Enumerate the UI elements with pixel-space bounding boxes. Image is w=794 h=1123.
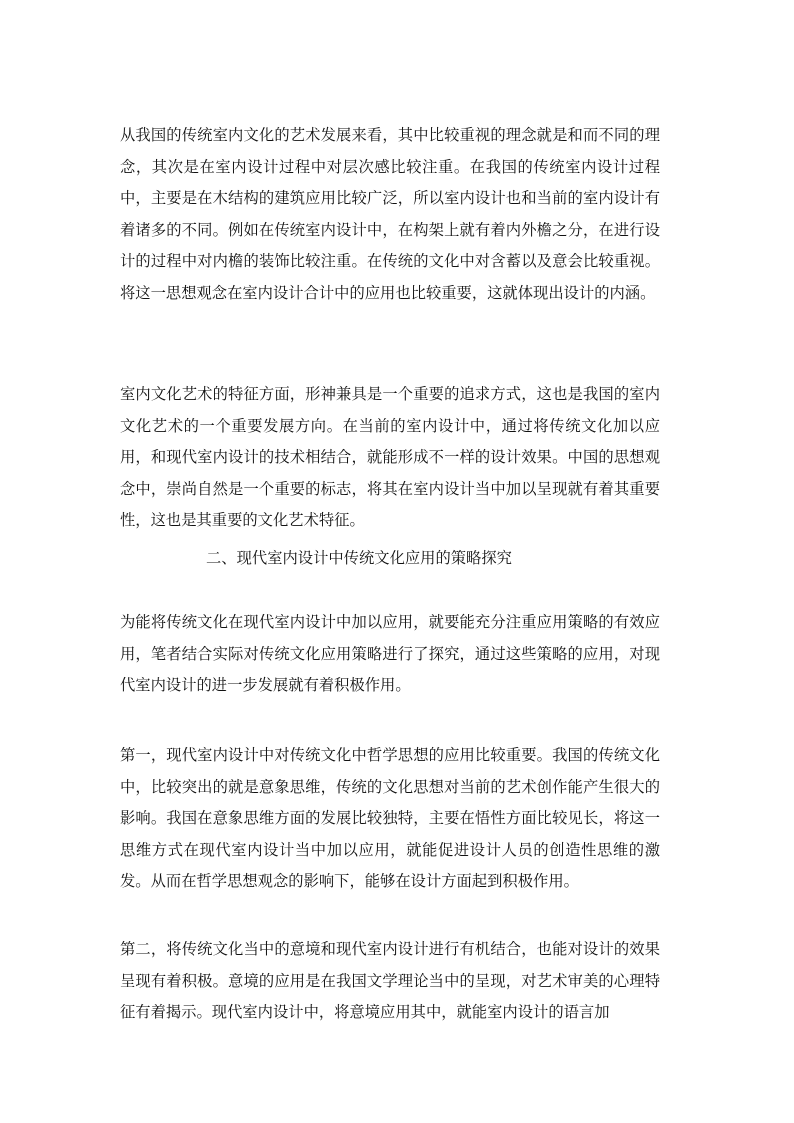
paragraph-art-characteristics: 室内文化艺术的特征方面，形神兼具是一个重要的追求方式，这也是我国的室内文化艺术的一个重要发展方向。在当前的室内设计中，通过将传统文化加以应用，和现代室内设计的技术相结合，就能形成不一样的设计效果。中国的思想观念中，崇尚自然是一个重要的标志，将其在室内设计当中加以呈现就有着其重要性，这也是其重要的文化艺术特征。 [120,385,660,529]
section-heading-strategy: 二、现代室内设计中传统文化应用的策略探究 [206,549,512,567]
paragraph-traditional-interior-culture: 从我国的传统室内文化的艺术发展来看，其中比较重视的理念就是和而不同的理念，其次是在室内设计过程中对层次感比较注重。在我国的传统室内设计过程中，主要是在木结构的建筑应用比较广泛，所以室内设计也和当前的室内设计有着诸多的不同。例如在传统室内设计中，在构架上就有着内外檐之分，在进行设计的过程中对内檐的装饰比较注重。在传统的文化中对含蓄以及意会比较重视。将这一思想观念在室内设计合计中的应用也比较重要，这就体现出设计的内涵。 [120,126,660,302]
paragraph-strategy-intro: 为能将传统文化在现代室内设计中加以应用，就要能充分注重应用策略的有效应用，笔者结合实际对传统文化应用策略进行了探究，通过这些策略的应用，对现代室内设计的进一步发展就有着积极作用。 [120,613,660,694]
paragraph-first-philosophy: 第一，现代室内设计中对传统文化中哲学思想的应用比较重要。我国的传统文化中，比较突出的就是意象思维，传统的文化思想对当前的艺术创作能产生很大的影响。我国在意象思维方面的发展比较独特，主要在悟性方面比较见长，将这一思维方式在现代室内设计当中加以应用，就能促进设计人员的创造性思维的激发。从而在哲学思想观念的影响下，能够在设计方面起到积极作用。 [120,746,660,890]
paragraph-second-artistic-conception: 第二，将传统文化当中的意境和现代室内设计进行有机结合，也能对设计的效果呈现有着积极。意境的应用是在我国文学理论当中的呈现，对艺术审美的心理特征有着揭示。现代室内设计中，将意境应用其中，就能室内设计的语言加 [120,940,660,1021]
